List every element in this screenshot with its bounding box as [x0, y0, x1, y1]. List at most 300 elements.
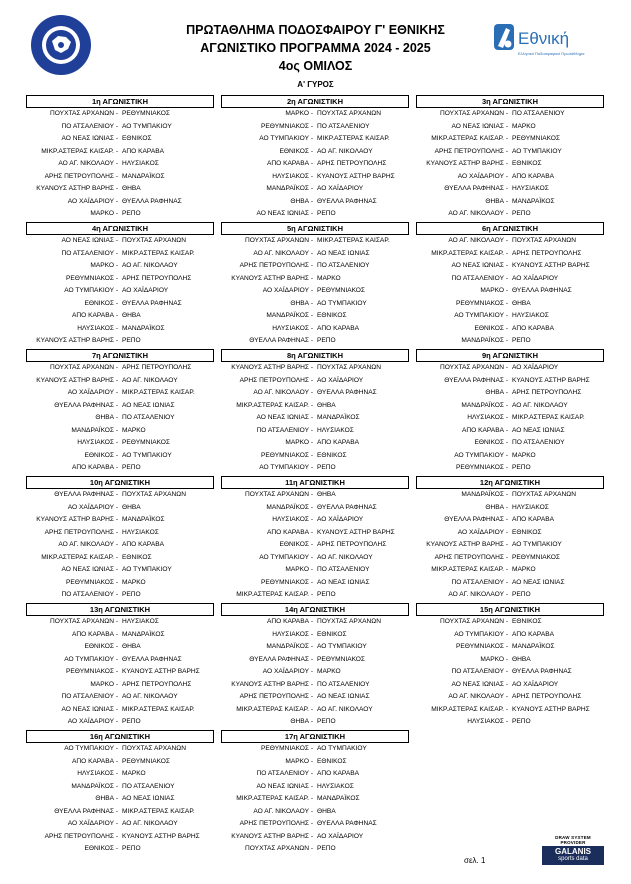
home-team: ΑΟ ΑΓ. ΝΙΚΟΛΑΟΥ — [253, 389, 309, 396]
match-row — [221, 806, 409, 819]
match-separator: - — [505, 324, 509, 332]
home-team: ΗΛΥΣΙΑΚΟΣ — [77, 324, 114, 332]
home-team: ΜΑΡΚΟ — [285, 110, 309, 117]
away-team: ΑΠΟ ΚΑΡΑΒΑ — [512, 172, 555, 180]
match-row — [416, 514, 604, 527]
home-team: ΑΡΗΣ ΠΕΤΡΟΥΠΟΛΗΣ — [239, 693, 309, 700]
match-row — [416, 285, 604, 298]
match-row — [221, 375, 409, 388]
home-team: ΜΑΡΚΟ — [480, 655, 504, 663]
away-team: ΠΟΥΧΤΑΣ ΑΡΧΑΝΩΝ — [317, 618, 381, 625]
home-team: ΑΟ ΝΕΑΣ ΙΩΝΙΑΣ — [61, 135, 114, 142]
home-team: ΠΟΥΧΤΑΣ ΑΡΧΑΝΩΝ — [440, 110, 504, 117]
match-row — [26, 589, 214, 602]
home-team: ΑΡΗΣ ΠΕΤΡΟΥΠΟΛΗΣ — [44, 528, 114, 536]
home-team: ΠΟ ΑΤΣΑΛΕΝΙΟΥ — [61, 591, 114, 598]
away-team: ΡΕΘΥΜΝΙΑΚΟΣ — [122, 110, 170, 117]
match-row — [416, 462, 604, 475]
match-separator: - — [505, 655, 509, 663]
match-row — [26, 564, 214, 577]
away-team: ΑΟ ΤΥΜΠΑΚΙΟΥ — [512, 147, 562, 155]
match-separator: - — [115, 376, 119, 384]
match-row — [221, 146, 409, 159]
away-team: ΑΠΟ ΚΑΡΑΒΑ — [317, 770, 360, 777]
home-team: ΑΟ ΝΕΑΣ ΙΩΝΙΑΣ — [451, 262, 504, 269]
match-row — [26, 502, 214, 515]
home-team: ΗΛΥΣΙΑΚΟΣ — [77, 770, 114, 777]
match-separator: - — [310, 185, 314, 192]
home-team: ΘΥΕΛΛΑ ΡΑΦΗΝΑΣ — [54, 401, 114, 409]
match-row — [416, 552, 604, 565]
match-separator: - — [115, 426, 119, 434]
home-team: ΗΛΥΣΙΑΚΟΣ — [467, 414, 504, 421]
away-team: ΚΥΑΝΟΥΣ ΑΣΤΗΡ ΒΑΡΗΣ — [512, 262, 590, 269]
home-team: ΑΟ ΝΕΑΣ ΙΩΝΙΑΣ — [61, 237, 114, 244]
home-team: ΘΗΒΑ — [485, 389, 504, 396]
match-row — [416, 362, 604, 375]
away-team: ΘΥΕΛΛΑ ΡΑΦΗΝΑΣ — [122, 655, 182, 663]
match-row — [416, 450, 604, 463]
home-team: ΜΑΡΚΟ — [480, 287, 504, 294]
match-separator: - — [505, 414, 509, 421]
match-row — [26, 133, 214, 146]
away-team: ΜΑΡΚΟ — [317, 668, 341, 675]
away-team: ΘΥΕΛΛΑ ΡΑΦΗΝΑΣ — [122, 299, 182, 307]
away-team: ΕΘΝΙΚΟΣ — [122, 135, 152, 142]
away-team: ΘΥΕΛΛΑ ΡΑΦΗΝΑΣ — [512, 287, 572, 294]
away-team: ΑΟ ΝΕΑΣ ΙΩΝΙΑΣ — [512, 426, 565, 434]
home-team: ΑΡΗΣ ΠΕΤΡΟΥΠΟΛΗΣ — [434, 147, 504, 155]
away-team: ΡΕΘΥΜΝΙΑΚΟΣ — [317, 287, 365, 294]
away-team: ΗΛΥΣΙΑΚΟΣ — [122, 528, 159, 536]
match-row — [26, 756, 214, 769]
match-row — [26, 375, 214, 388]
match-row — [416, 691, 604, 704]
home-team: ΑΠΟ ΚΑΡΑΒΑ — [71, 757, 114, 765]
match-separator: - — [115, 160, 119, 167]
match-row — [221, 756, 409, 769]
match-row — [221, 310, 409, 323]
match-separator: - — [505, 718, 509, 725]
match-row — [416, 235, 604, 248]
match-separator: - — [505, 591, 509, 598]
home-team: ΠΟ ΑΤΣΑΛΕΝΙΟΥ — [256, 426, 309, 434]
match-separator: - — [310, 426, 314, 434]
match-row — [221, 768, 409, 781]
match-row — [26, 691, 214, 704]
home-team: ΡΕΘΥΜΝΙΑΚΟΣ — [261, 122, 309, 130]
away-team: ΑΟ ΤΥΜΠΑΚΙΟΥ — [512, 541, 562, 548]
home-team: ΑΟ ΑΓ. ΝΙΚΟΛΑΟΥ — [253, 807, 309, 815]
match-separator: - — [115, 439, 119, 446]
home-team: ΕΘΝΙΚΟΣ — [279, 541, 309, 548]
home-team: ΡΕΘΥΜΝΙΑΚΟΣ — [66, 668, 114, 675]
match-row — [26, 577, 214, 590]
round-title: 9η ΑΓΩΝΙΣΤΙΚΗ — [416, 349, 604, 362]
round-block — [26, 730, 214, 856]
away-team: ΜΑΝΔΡΑΪΚΟΣ — [122, 630, 165, 638]
home-team: ΜΙΚΡ.ΑΣΤΕΡΑΣ ΚΑΙΣΑΡ. — [431, 705, 504, 713]
away-team: ΘΗΒΑ — [317, 807, 336, 815]
home-team: ΑΡΗΣ ΠΕΤΡΟΥΠΟΛΗΣ — [44, 172, 114, 180]
match-separator: - — [310, 541, 314, 548]
home-team: ΠΟΥΧΤΑΣ ΑΡΧΑΝΩΝ — [245, 491, 309, 498]
round-title: 16η ΑΓΩΝΙΣΤΙΚΗ — [26, 730, 214, 743]
home-team: ΑΟ ΤΥΜΠΑΚΙΟΥ — [454, 451, 504, 459]
away-team: ΑΟ ΝΕΑΣ ΙΩΝΙΑΣ — [317, 578, 370, 586]
match-row — [416, 260, 604, 273]
home-team: ΑΟ ΑΓ. ΝΙΚΟΛΑΟΥ — [58, 160, 114, 167]
match-row — [26, 616, 214, 629]
home-team: ΡΕΘΥΜΝΙΑΚΟΣ — [456, 299, 504, 307]
home-team: ΑΟ ΧΑΪΔΑΡΙΟΥ — [67, 718, 114, 725]
home-team: ΜΙΚΡ.ΑΣΤΕΡΑΣ ΚΑΙΣΑΡ. — [236, 705, 309, 713]
match-separator: - — [115, 643, 119, 650]
round-block — [221, 476, 409, 602]
home-team: ΚΥΑΝΟΥΣ ΑΣΤΗΡ ΒΑΡΗΣ — [231, 274, 309, 282]
match-row — [26, 146, 214, 159]
home-team: ΗΛΥΣΙΑΚΟΣ — [272, 172, 309, 180]
home-team: ΜΑΡΚΟ — [90, 210, 114, 217]
away-team: ΡΕΘΥΜΝΙΑΚΟΣ — [122, 439, 170, 446]
away-team: ΗΛΥΣΙΑΚΟΣ — [122, 160, 159, 167]
match-separator: - — [310, 110, 314, 117]
match-separator: - — [310, 287, 314, 294]
home-team: ΜΑΝΔΡΑΪΚΟΣ — [266, 185, 309, 192]
match-separator: - — [310, 578, 314, 586]
match-row — [221, 273, 409, 286]
match-separator: - — [310, 262, 314, 269]
match-row — [416, 310, 604, 323]
match-separator: - — [115, 845, 119, 852]
home-team: ΑΟ ΧΑΪΔΑΡΙΟΥ — [67, 197, 114, 205]
match-row — [26, 437, 214, 450]
home-team: ΑΟ ΝΕΑΣ ΙΩΝΙΑΣ — [451, 122, 504, 130]
away-team: ΡΕΠΟ — [317, 718, 336, 725]
home-team: ΑΠΟ ΚΑΡΑΒΑ — [266, 528, 309, 536]
away-team: ΠΟ ΑΤΣΑΛΕΝΙΟΥ — [122, 414, 175, 421]
away-team: ΡΕΘΥΜΝΙΑΚΟΣ — [512, 553, 560, 561]
match-row — [26, 654, 214, 667]
match-separator: - — [310, 566, 314, 573]
home-team: ΘΥΕΛΛΑ ΡΑΦΗΝΑΣ — [444, 516, 504, 523]
match-separator: - — [115, 364, 119, 371]
home-team: ΘΗΒΑ — [290, 718, 309, 725]
away-team: ΑΡΗΣ ΠΕΤΡΟΥΠΟΛΗΣ — [122, 274, 192, 282]
away-team: ΑΟ ΝΕΑΣ ΙΩΝΙΑΣ — [317, 693, 370, 700]
match-row — [221, 335, 409, 348]
away-team: ΜΑΝΔΡΑΪΚΟΣ — [122, 516, 165, 523]
home-team: ΘΥΕΛΛΑ ΡΑΦΗΝΑΣ — [54, 491, 114, 498]
home-team: ΑΟ ΤΥΜΠΑΚΙΟΥ — [259, 135, 309, 142]
match-row — [416, 502, 604, 515]
match-row — [416, 323, 604, 336]
match-row — [26, 208, 214, 221]
away-team: ΑΡΗΣ ΠΕΤΡΟΥΠΟΛΗΣ — [317, 541, 387, 548]
match-row — [416, 183, 604, 196]
home-team: ΑΟ ΝΕΑΣ ΙΩΝΙΑΣ — [451, 680, 504, 688]
home-team: ΘΗΒΑ — [95, 414, 114, 421]
home-team: ΑΡΗΣ ΠΕΤΡΟΥΠΟΛΗΣ — [239, 262, 309, 269]
match-separator: - — [115, 503, 119, 511]
match-row — [26, 400, 214, 413]
round-title: 1η ΑΓΩΝΙΣΤΙΚΗ — [26, 95, 214, 108]
match-row — [26, 273, 214, 286]
match-row — [221, 489, 409, 502]
away-team: ΠΟ ΑΤΣΑΛΕΝΙΟΥ — [317, 566, 370, 573]
home-team: ΗΛΥΣΙΑΚΟΣ — [272, 324, 309, 332]
match-separator: - — [310, 197, 314, 205]
away-team: ΑΟ ΧΑΪΔΑΡΙΟΥ — [122, 287, 169, 294]
match-separator: - — [115, 491, 119, 498]
match-separator: - — [310, 160, 314, 167]
round-title: 11η ΑΓΩΝΙΣΤΙΚΗ — [221, 476, 409, 489]
match-separator: - — [505, 197, 509, 205]
away-team: ΑΡΗΣ ΠΕΤΡΟΥΠΟΛΗΣ — [512, 693, 582, 700]
round-block — [26, 222, 214, 348]
match-row — [416, 196, 604, 209]
home-team: ΑΠΟ ΚΑΡΑΒΑ — [71, 312, 114, 319]
match-row — [416, 437, 604, 450]
home-team: ΜΑΝΔΡΑΪΚΟΣ — [461, 491, 504, 498]
round-block — [26, 349, 214, 475]
match-separator: - — [310, 439, 314, 446]
home-team: ΜΑΝΔΡΑΪΚΟΣ — [266, 503, 309, 511]
match-separator: - — [310, 172, 314, 180]
match-row — [416, 527, 604, 540]
round-block — [221, 730, 409, 856]
match-separator: - — [115, 337, 119, 344]
away-team: ΡΕΠΟ — [317, 845, 336, 852]
match-row — [416, 171, 604, 184]
home-team: ΜΙΚΡ.ΑΣΤΕΡΑΣ ΚΑΙΣΑΡ. — [431, 249, 504, 257]
match-row — [416, 489, 604, 502]
home-team: ΠΟΥΧΤΑΣ ΑΡΧΑΝΩΝ — [245, 845, 309, 852]
round-phase-label: Α' ΓΥΡΟΣ — [297, 80, 334, 89]
match-row — [26, 387, 214, 400]
match-separator: - — [310, 376, 314, 384]
away-team: ΑΟ ΝΕΑΣ ΙΩΝΙΑΣ — [512, 578, 565, 586]
match-separator: - — [115, 122, 119, 130]
match-row — [221, 260, 409, 273]
match-row — [416, 158, 604, 171]
away-team: ΡΕΠΟ — [122, 464, 141, 471]
match-row — [26, 552, 214, 565]
away-team: ΑΟ ΤΥΜΠΑΚΙΟΥ — [317, 299, 367, 307]
page-title: ΠΡΩΤΑΘΛΗΜΑ ΠΟΔΟΣΦΑΙΡΟΥ Γ' ΕΘΝΙΚΗΣ — [186, 23, 445, 37]
match-separator: - — [115, 591, 119, 598]
match-separator: - — [310, 705, 314, 713]
match-row — [221, 412, 409, 425]
away-team: ΑΟ ΧΑΪΔΑΡΙΟΥ — [317, 516, 364, 523]
match-separator: - — [115, 389, 119, 396]
match-separator: - — [310, 324, 314, 332]
match-separator: - — [310, 591, 314, 598]
match-row — [416, 679, 604, 692]
match-row — [221, 818, 409, 831]
round-title: 12η ΑΓΩΝΙΣΤΙΚΗ — [416, 476, 604, 489]
home-team: ΠΟΥΧΤΑΣ ΑΡΧΑΝΩΝ — [50, 618, 114, 625]
match-row — [221, 666, 409, 679]
match-separator: - — [115, 147, 119, 155]
away-team: ΠΟΥΧΤΑΣ ΑΡΧΑΝΩΝ — [122, 237, 186, 244]
away-team: ΡΕΠΟ — [512, 210, 531, 217]
match-separator: - — [310, 389, 314, 396]
home-team: ΑΡΗΣ ΠΕΤΡΟΥΠΟΛΗΣ — [239, 820, 309, 827]
away-team: ΑΟ ΧΑΪΔΑΡΙΟΥ — [512, 274, 559, 282]
match-separator: - — [310, 364, 314, 371]
home-team: ΘΥΕΛΛΑ ΡΑΦΗΝΑΣ — [444, 185, 504, 192]
away-team: ΜΙΚΡ.ΑΣΤΕΡΑΣ ΚΑΙΣΑΡ. — [122, 705, 195, 713]
away-team: ΑΠΟ ΚΑΡΑΒΑ — [122, 541, 165, 548]
home-team: ΗΛΥΣΙΑΚΟΣ — [467, 718, 504, 725]
match-row — [416, 387, 604, 400]
match-row — [221, 425, 409, 438]
round-title: 2η ΑΓΩΝΙΣΤΙΚΗ — [221, 95, 409, 108]
match-separator: - — [115, 832, 119, 840]
away-team: ΠΟΥΧΤΑΣ ΑΡΧΑΝΩΝ — [317, 364, 381, 371]
match-row — [221, 831, 409, 844]
away-team: ΠΟ ΑΤΣΑΛΕΝΙΟΥ — [317, 262, 370, 269]
match-separator: - — [505, 376, 509, 384]
away-team: ΜΑΡΚΟ — [512, 122, 536, 130]
round-title: 10η ΑΓΩΝΙΣΤΙΚΗ — [26, 476, 214, 489]
match-separator: - — [505, 122, 509, 130]
match-row — [221, 158, 409, 171]
match-row — [26, 843, 214, 856]
match-separator: - — [310, 401, 314, 409]
away-team: ΑΡΗΣ ΠΕΤΡΟΥΠΟΛΗΣ — [512, 249, 582, 257]
home-team: ΗΛΥΣΙΑΚΟΣ — [77, 439, 114, 446]
match-row — [221, 235, 409, 248]
match-separator: - — [115, 578, 119, 586]
match-separator: - — [115, 464, 119, 471]
home-team: ΘΗΒΑ — [290, 299, 309, 307]
away-team: ΑΟ ΑΓ. ΝΙΚΟΛΑΟΥ — [122, 820, 178, 827]
match-row — [26, 489, 214, 502]
home-team: ΠΟΥΧΤΑΣ ΑΡΧΑΝΩΝ — [245, 237, 309, 244]
away-team: ΗΛΥΣΙΑΚΟΣ — [317, 782, 354, 790]
match-row — [416, 133, 604, 146]
home-team: ΚΥΑΝΟΥΣ ΑΣΤΗΡ ΒΑΡΗΣ — [36, 337, 114, 344]
match-separator: - — [115, 135, 119, 142]
match-separator: - — [310, 655, 314, 663]
match-row — [416, 412, 604, 425]
away-team: ΘΥΕΛΛΑ ΡΑΦΗΝΑΣ — [317, 389, 377, 396]
match-separator: - — [115, 655, 119, 663]
match-separator: - — [310, 668, 314, 675]
away-team: ΑΟ ΝΕΑΣ ΙΩΝΙΑΣ — [122, 401, 175, 409]
away-team: ΗΛΥΣΙΑΚΟΣ — [512, 312, 549, 319]
match-separator: - — [505, 439, 509, 446]
away-team: ΡΕΠΟ — [512, 464, 531, 471]
home-team: ΜΑΝΔΡΑΪΚΟΣ — [461, 337, 504, 344]
away-team: ΑΟ ΧΑΪΔΑΡΙΟΥ — [317, 832, 364, 840]
away-team: ΡΕΘΥΜΝΙΑΚΟΣ — [512, 135, 560, 142]
home-team: ΑΟ ΤΥΜΠΑΚΙΟΥ — [64, 745, 114, 752]
round-block — [416, 222, 604, 348]
match-row — [416, 298, 604, 311]
away-team: ΚΥΑΝΟΥΣ ΑΣΤΗΡ ΒΑΡΗΣ — [317, 528, 395, 536]
match-separator: - — [505, 135, 509, 142]
home-team: ΠΟ ΑΤΣΑΛΕΝΙΟΥ — [61, 122, 114, 130]
match-row — [221, 564, 409, 577]
match-separator: - — [310, 770, 314, 777]
home-team: ΜΙΚΡ.ΑΣΤΕΡΑΣ ΚΑΙΣΑΡ. — [431, 135, 504, 142]
match-row — [221, 781, 409, 794]
home-team: ΡΕΘΥΜΝΙΑΚΟΣ — [261, 451, 309, 459]
match-separator: - — [505, 237, 509, 244]
away-team: ΑΠΟ ΚΑΡΑΒΑ — [317, 324, 360, 332]
away-team: ΜΙΚΡ.ΑΣΤΕΡΑΣ ΚΑΙΣΑΡ. — [317, 135, 390, 142]
match-separator: - — [310, 845, 314, 852]
away-team: ΜΙΚΡ.ΑΣΤΕΡΑΣ ΚΑΙΣΑΡ. — [122, 807, 195, 815]
away-team: ΗΛΥΣΙΑΚΟΣ — [512, 185, 549, 192]
match-row — [416, 577, 604, 590]
match-row — [221, 171, 409, 184]
away-team: ΡΕΠΟ — [122, 845, 141, 852]
match-separator: - — [115, 553, 119, 561]
round-block — [26, 603, 214, 729]
home-team: ΕΘΝΙΚΟΣ — [84, 643, 114, 650]
home-team: ΕΘΝΙΚΟΣ — [474, 439, 504, 446]
match-row — [26, 158, 214, 171]
match-row — [221, 248, 409, 261]
match-row — [26, 260, 214, 273]
home-team: ΑΟ ΧΑΪΔΑΡΙΟΥ — [262, 668, 309, 675]
match-row — [221, 704, 409, 717]
match-row — [26, 121, 214, 134]
away-team: ΑΟ ΤΥΜΠΑΚΙΟΥ — [122, 451, 172, 459]
match-row — [26, 323, 214, 336]
match-row — [416, 666, 604, 679]
home-team: ΑΠΟ ΚΑΡΑΒΑ — [71, 464, 114, 471]
match-row — [221, 462, 409, 475]
away-team: ΑΟ ΧΑΪΔΑΡΙΟΥ — [317, 185, 364, 192]
match-separator: - — [505, 503, 509, 511]
away-team: ΑΟ ΧΑΪΔΑΡΙΟΥ — [317, 376, 364, 384]
away-team: ΘΗΒΑ — [122, 503, 141, 511]
match-separator: - — [115, 782, 119, 790]
round-block — [416, 349, 604, 475]
match-separator: - — [115, 693, 119, 700]
match-row — [221, 208, 409, 221]
match-separator: - — [115, 528, 119, 536]
match-separator: - — [505, 287, 509, 294]
galanis-brand: GALANIS — [555, 847, 591, 856]
home-team: ΑΟ ΧΑΪΔΑΡΙΟΥ — [457, 528, 504, 536]
home-team: ΑΟ ΑΓ. ΝΙΚΟΛΑΟΥ — [448, 591, 504, 598]
away-team: ΘΥΕΛΛΑ ΡΑΦΗΝΑΣ — [317, 820, 377, 827]
home-team: ΕΘΝΙΚΟΣ — [84, 451, 114, 459]
home-team: ΑΟ ΝΕΑΣ ΙΩΝΙΑΣ — [256, 782, 309, 790]
home-team: ΑΟ ΑΓ. ΝΙΚΟΛΑΟΥ — [448, 210, 504, 217]
away-team: ΕΘΝΙΚΟΣ — [512, 528, 542, 536]
match-separator: - — [115, 451, 119, 459]
home-team: ΑΟ ΧΑΪΔΑΡΙΟΥ — [67, 389, 114, 396]
match-separator: - — [505, 516, 509, 523]
home-team: ΑΟ ΤΥΜΠΑΚΙΟΥ — [454, 630, 504, 638]
match-separator: - — [505, 312, 509, 319]
away-team: ΚΥΑΝΟΥΣ ΑΣΤΗΡ ΒΑΡΗΣ — [512, 376, 590, 384]
away-team: ΠΟ ΑΤΣΑΛΕΝΙΟΥ — [512, 439, 565, 446]
round-block — [26, 476, 214, 602]
round-block — [416, 476, 604, 602]
match-separator: - — [115, 210, 119, 217]
match-separator: - — [505, 337, 509, 344]
round-block — [221, 349, 409, 475]
home-team: ΑΟ ΝΕΑΣ ΙΩΝΙΑΣ — [256, 210, 309, 217]
